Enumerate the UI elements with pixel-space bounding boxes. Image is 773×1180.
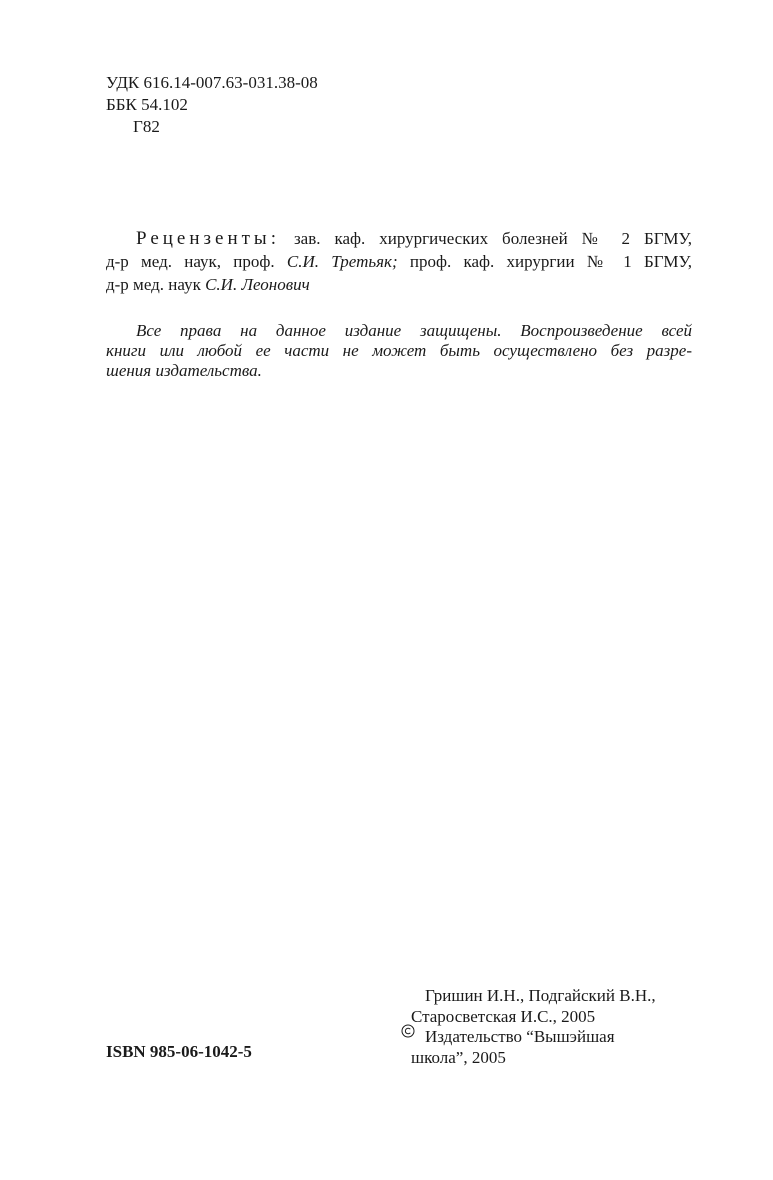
reviewer-2-name: С.И. Леонович xyxy=(205,275,310,294)
reviewers-label: Рецензенты: xyxy=(136,228,280,249)
reviewer-1-name: С.И. Третьяк; xyxy=(286,252,398,271)
reviewers-line-2 xyxy=(106,250,692,273)
reviewers-line-2-suffix: проф. каф. хирургии № 1 БГМУ, xyxy=(397,252,693,271)
copyright-authors: Гришин И.Н., Подгайский В.Н., xyxy=(425,986,656,1005)
copyright-symbol-icon xyxy=(401,1024,415,1038)
reviewers-block xyxy=(106,227,692,296)
reviewers-line-3-prefix: д-р мед. наук xyxy=(106,275,206,294)
rights-notice xyxy=(106,321,692,381)
copyright-block xyxy=(405,986,656,1068)
bbk-code: ББК 54.102 xyxy=(106,95,188,114)
reviewers-line-1 xyxy=(106,227,692,250)
copyright-publisher: Издательство “Вышэйшая xyxy=(425,1027,615,1046)
author-sign-code: Г82 xyxy=(133,117,160,136)
rights-line-3: шения издательства. xyxy=(106,361,262,380)
reviewers-line-2-prefix: д-р мед. наук, проф. xyxy=(106,252,287,271)
udk-code: УДК 616.14-007.63-031.38-08 xyxy=(106,73,318,92)
reviewers-line-1-text: зав. каф. хирургических болезней № 2 БГМУ, xyxy=(279,229,692,248)
copyright-publisher-year: школа”, 2005 xyxy=(411,1047,506,1067)
reviewers-line-3 xyxy=(106,273,692,296)
copyright-authors-year: Старосветская И.С., 2005 xyxy=(411,1006,596,1026)
rights-line-1: Все права на данное издание защищены. Воспроизведение всей xyxy=(136,321,692,340)
classification-block xyxy=(106,72,318,138)
isbn-number: ISBN 985-06-1042-5 xyxy=(106,1042,252,1061)
rights-line-2: книги или любой ее части не может быть осуществлено без разре- xyxy=(106,341,692,360)
